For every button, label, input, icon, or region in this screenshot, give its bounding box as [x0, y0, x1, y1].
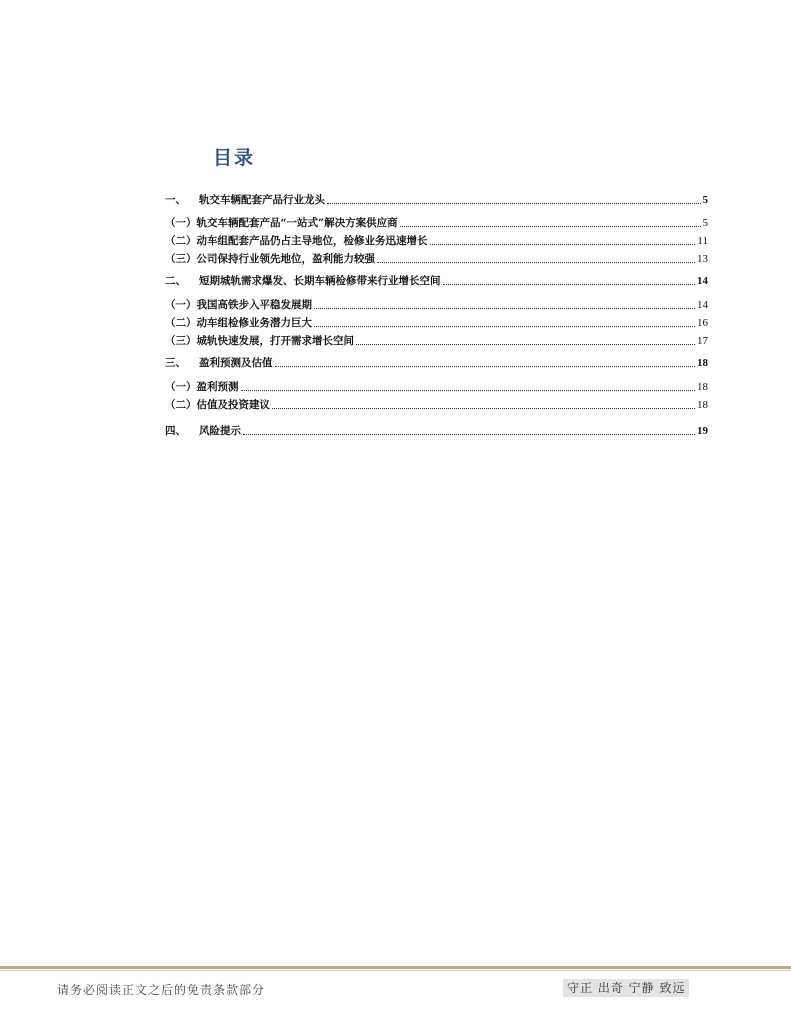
- toc-entry-2-1[interactable]: [165, 297, 708, 312]
- toc-entry-1-3[interactable]: [165, 251, 708, 266]
- toc-entry-number: 三、: [165, 357, 186, 369]
- toc-entry-label: （一）我国高铁步入平稳发展期: [165, 299, 312, 311]
- toc-entry-2[interactable]: [165, 273, 708, 288]
- toc-entry-number: 四、: [165, 425, 186, 437]
- toc-entry-page: 19: [697, 425, 708, 437]
- toc-entry-3[interactable]: [165, 355, 708, 370]
- footer-disclaimer: 请务必阅读正文之后的免责条款部分: [57, 983, 266, 997]
- footer-divider: [0, 966, 791, 969]
- toc-leader-dots: [314, 326, 695, 327]
- toc-entry-label: 轨交车辆配套产品行业龙头: [199, 194, 325, 206]
- toc-entry-1-2[interactable]: [165, 233, 708, 248]
- toc-entry-3-2[interactable]: [165, 397, 708, 412]
- toc-entry-page: 5: [702, 217, 708, 229]
- toc-leader-dots: [400, 226, 701, 227]
- toc-entry-label: 风险提示: [199, 425, 241, 437]
- toc-leader-dots: [430, 244, 696, 245]
- toc-entry-page: 14: [697, 299, 708, 311]
- toc-entry-1[interactable]: [165, 192, 708, 207]
- toc-title: 目录: [213, 147, 256, 169]
- toc-entry-label: （三）公司保持行业领先地位，盈利能力较强: [165, 253, 375, 265]
- toc-leader-dots: [377, 262, 695, 263]
- toc-entry-label: （一）轨交车辆配套产品“一站式”解决方案供应商: [165, 217, 398, 229]
- toc-leader-dots: [243, 434, 695, 435]
- toc-entry-1-1[interactable]: [165, 215, 708, 230]
- toc-entry-number: 一、: [165, 194, 186, 206]
- toc-entry-page: 13: [697, 253, 708, 265]
- toc-entry-label: （三）城轨快速发展，打开需求增长空间: [165, 335, 354, 347]
- toc-leader-dots: [327, 203, 701, 204]
- toc-entry-page: 11: [697, 235, 708, 247]
- toc-entry-label: （二）估值及投资建议: [165, 399, 270, 411]
- toc-leader-dots: [275, 366, 696, 367]
- toc-entry-label: 盈利预测及估值: [199, 357, 273, 369]
- toc-entry-2-2[interactable]: [165, 315, 708, 330]
- toc-entry-2-3[interactable]: [165, 333, 708, 348]
- toc-entry-label: （二）动车组配套产品仍占主导地位，检修业务迅速增长: [165, 235, 428, 247]
- toc-entry-4[interactable]: [165, 423, 708, 438]
- toc-entry-page: 5: [702, 194, 708, 206]
- toc-entry-label: （二）动车组检修业务潜力巨大: [165, 317, 312, 329]
- toc-entry-page: 18: [697, 381, 708, 393]
- toc-entry-3-1[interactable]: [165, 379, 708, 394]
- toc-leader-dots: [272, 408, 695, 409]
- toc-entry-page: 18: [697, 399, 708, 411]
- footer-divider-thin: [0, 970, 791, 971]
- toc-leader-dots: [241, 390, 696, 391]
- toc-entry-label: 短期城轨需求爆发、长期车辆检修带来行业增长空间: [199, 275, 441, 287]
- footer-slogan: 守正 出奇 宁静 致远: [563, 979, 689, 997]
- toc-entry-page: 18: [697, 357, 708, 369]
- toc-entry-page: 14: [697, 275, 708, 287]
- toc-leader-dots: [443, 284, 696, 285]
- toc-entry-page: 16: [697, 317, 708, 329]
- toc-leader-dots: [356, 344, 695, 345]
- toc-leader-dots: [314, 308, 695, 309]
- toc-entry-number: 二、: [165, 275, 186, 287]
- toc-entry-page: 17: [697, 335, 708, 347]
- toc-entry-label: （一）盈利预测: [165, 381, 239, 393]
